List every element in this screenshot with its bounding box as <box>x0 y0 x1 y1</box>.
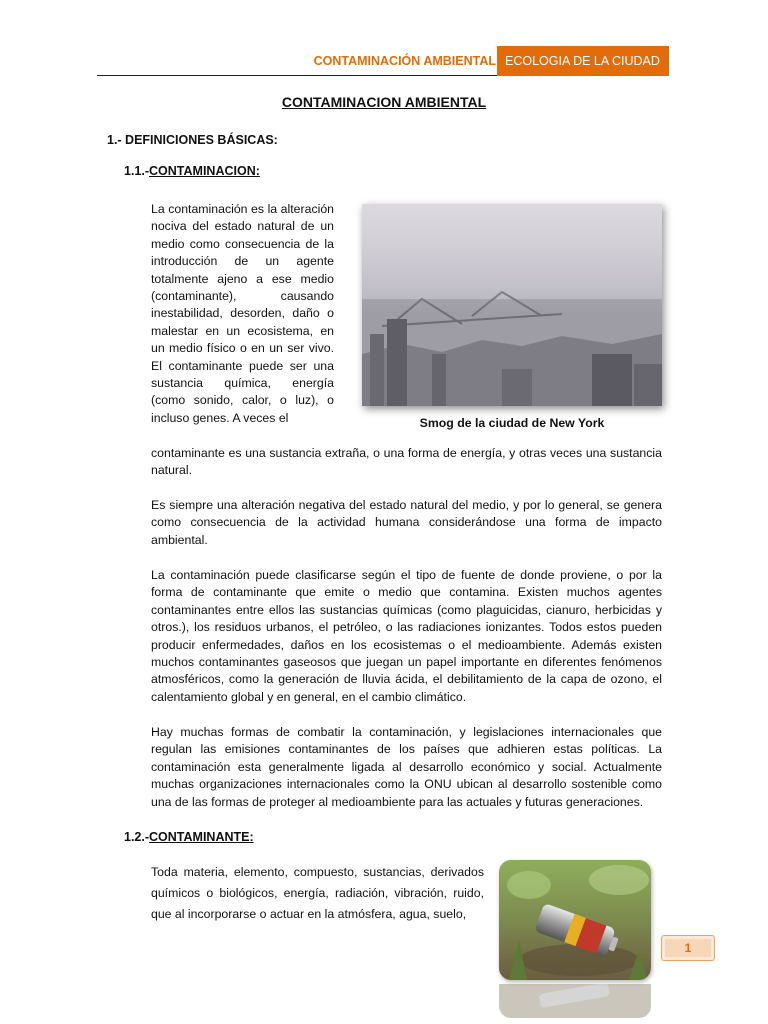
image-caption: Smog de la ciudad de New York <box>419 416 605 430</box>
subsection-title: CONTAMINACION: <box>149 164 260 178</box>
smog-new-york-image <box>362 204 662 406</box>
paragraph-combatir: Hay muchas formas de combatir la contaminación, y legislaciones internacionales que regulan las emisiones contaminantes de los países que adhieren estas políticas. La contaminación esta generalmente ligada al desarrollo económico y social. Actualmente muchas organizaciones internacionales como la ONU ubican al desarrollo sostenible como una de las formas de proteger al medioambiente para las actuales y futuras generaciones. <box>151 725 662 809</box>
battery-image <box>499 860 651 980</box>
battery-illustration <box>499 860 651 980</box>
reflection-illustration <box>499 984 651 1018</box>
header-title: CONTAMINACIÓN AMBIENTAL <box>313 54 496 68</box>
intro-paragraph-continued: contaminante es una sustancia extraña, o una forma de energía, y otras veces una sustancia natural. <box>151 446 662 478</box>
paragraph-clasificacion: La contaminación puede clasificarse según el tipo de fuente de donde proviene, o por la forma de contaminante que emite o medio que contamina. Existen muchos agentes contaminantes entre ellos las sustancias químicas (como plaguicidas, cianuro, herbicidas y otros.), los residuos urbanos, el petróleo, o las radiaciones ionizantes. Todos estos pueden producir enfermedades, daños en los ecosistemas o el medioambiente. Además existen muchos contaminantes gaseosos que juegan un papel importante en diferentes fenómenos atmosféricos, como la generación de lluvia ácida, el debilitamiento de la capa de ozono, el calentamiento global y en general, en el cambio climático. <box>151 568 662 704</box>
subsection-heading-contaminacion <box>124 164 260 178</box>
header-section-label: ECOLOGIA DE LA CIUDAD <box>497 46 669 76</box>
contaminante-paragraph: Toda materia, elemento, compuesto, sustancias, derivados químicos o biológicos, energía, radiación, vibración, ruido, que al incorporarse o actuar en la atmósfera, agua, suelo, <box>151 865 484 921</box>
section-heading-definiciones: 1.- DEFINICIONES BÁSICAS: <box>107 133 278 147</box>
intro-paragraph: La contaminación es la alteración nociva del estado natural de un medio como consecuencia de la introducción de un agente totalmente ajeno a ese medio (contaminante), causando inestabilidad, desorden, daño o malestar en un ecosistema, en un medio físico o en un ser vivo. El contaminante puede ser una sustancia química, energía (como sonido, calor, o luz), o incluso genes. A veces el <box>151 202 334 425</box>
subsection-heading-contaminante <box>124 830 254 844</box>
paragraph-alteracion: Es siempre una alteración negativa del estado natural del medio, y por lo general, se genera como consecuencia de la actividad humana considerándose una forma de impacto ambiental. <box>151 498 662 547</box>
subsection-number: 1.2.- <box>124 830 150 844</box>
smog-city-illustration <box>362 204 662 406</box>
page-number: 1 <box>684 941 692 955</box>
subsection-title: CONTAMINANTE: <box>149 830 254 844</box>
subsection-number: 1.1.- <box>124 164 150 178</box>
document-title: CONTAMINACION AMBIENTAL <box>281 94 487 110</box>
header-divider <box>97 75 497 76</box>
battery-image-reflection <box>499 984 651 1018</box>
page-number-badge <box>661 935 715 961</box>
